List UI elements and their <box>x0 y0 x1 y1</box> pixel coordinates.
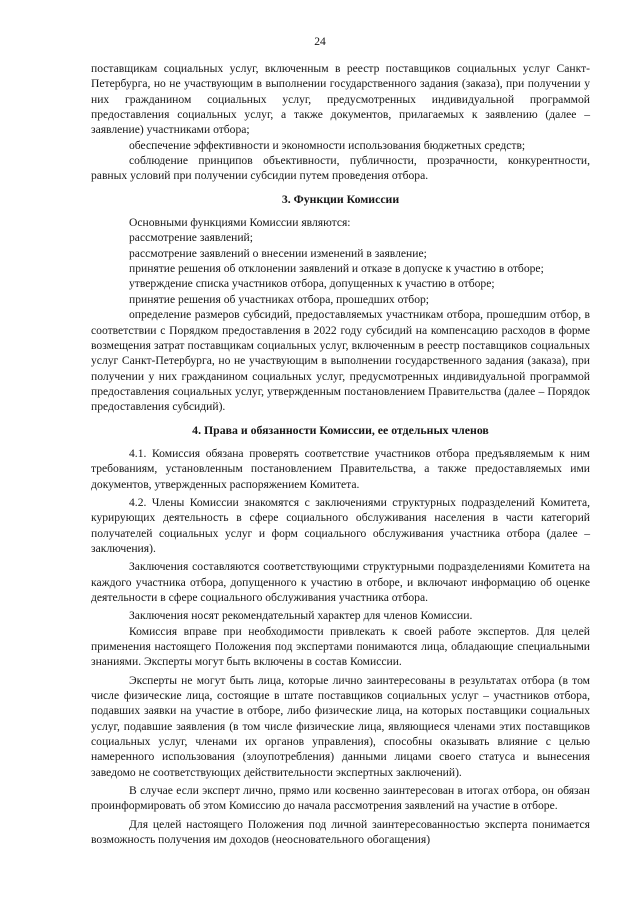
section-3-paragraph: утверждение списка участников отбора, допущенных к участию в отборе; <box>129 277 495 291</box>
section-4-paragraph: Заключения носят рекомендательный характер для членов Комиссии. <box>129 609 473 623</box>
section-4-paragraph: Для целей настоящего Положения под личной заинтересованностью эксперта понимается возможность получения им доходов (неосновательного обогащения) <box>91 817 590 847</box>
section-3-paragraph: рассмотрение заявлений о внесении изменений в заявление; <box>129 246 427 260</box>
section-4-paragraph: В случае если эксперт лично, прямо или косвенно заинтересован в итогах отбора, он обязан проинформировать об этом Комиссию до начала рассмотрения заявлений на участие в отборе. <box>91 784 590 813</box>
section-4-paragraph: Эксперты не могут быть лица, которые лично заинтересованы в результатах отбора (в том числе физические лица, состоящие в штате поставщиков социальных услуг – участников отбора, подавших заявки на участие в отборе, либо физические лица, на которых поставщики социальных услуг, подавшие заявления (в том числе физические лица, являющиеся членами этих поставщиков социальных услуг, членами их органов управления), способны оказывать влияние с целью намеренного использования (злоупотребления) данными лицами своего статуса и вынесения заведомо не соответствующих действительности экспертных заключений). <box>91 673 590 779</box>
intro-paragraph: поставщикам социальных услуг, включенным в реестр поставщиков социальных услуг Санкт-Петербурга, но не участвующим в выполнении государственного задания (заказа), при получении у них гражданином социальных услуг, предусмотренных индивидуальной программой предоставления социальных услуг, а также документов, прилагаемых к заявлению (далее – заявление) участниками отбора; <box>91 62 590 137</box>
section-4-paragraph: Заключения составляются соответствующими структурными подразделениями Комитета на каждого участника отбора, допущенного к участию в отборе, и включают информацию об оценке деятельности в сфере социального обслуживания участника отбора. <box>91 560 590 604</box>
section-3-paragraph: принятие решения об отклонении заявлений и отказе в допуске к участию в отборе; <box>129 262 544 276</box>
section-4-heading: 4. Права и обязанности Комиссии, ее отдельных членов <box>192 422 489 437</box>
intro-paragraph: обеспечение эффективности и экономности использования бюджетных средств; <box>129 138 526 152</box>
section-3-paragraph: определение размеров субсидий, предоставляемых участникам отбора, прошедшим отбор, в соответствии с Порядком предоставления в 2022 году субсидий на компенсацию расходов в форме возмещения затрат поставщикам социальных услуг, включенным в реестр поставщиков социальных услуг Санкт-Петербурга, но не участвующим в выполнении государственного задания (заказа), при получении у них гражданином социальных услуг, предусмотренных индивидуальной программой предоставления социальных услуг, утвержденным постановлением Правительства (далее – Порядок предоставления субсидий). <box>91 308 590 414</box>
document-body <box>91 61 590 848</box>
page-number: 24 <box>314 35 326 48</box>
section-3-paragraph: Основными функциями Комиссии являются: <box>129 216 351 230</box>
intro-paragraph: соблюдение принципов объективности, публичности, прозрачности, конкурентности, равных условий при получении субсидии путем проведения отбора. <box>91 154 590 183</box>
section-4-paragraph: Комиссия вправе при необходимости привлекать к своей работе экспертов. Для целей применения настоящего Положения под экспертами понимаются лица, обладающие специальными знаниями. Эксперты могут быть включены в состав Комиссии. <box>91 624 590 669</box>
section-4-paragraph: 4.1. Комиссия обязана проверять соответствие участников отбора предъявляемым к ним требованиям, установленным постановлением Правительства, а также предоставляемых ими документов, утвержденных распоряжением Комитета. <box>91 446 590 491</box>
section-3-paragraph: рассмотрение заявлений; <box>129 231 253 245</box>
section-3-paragraph: принятие решения об участниках отбора, прошедших отбор; <box>129 292 430 306</box>
section-3-heading: 3. Функции Комиссии <box>281 191 400 206</box>
section-4-paragraph: 4.2. Члены Комиссии знакомятся с заключениями структурных подразделений Комитета, курирующих деятельность в сфере социального обслуживания населения в части категорий получателей социальных услуг и форм социального обслуживания участника отбора (далее – заключения). <box>91 495 590 555</box>
